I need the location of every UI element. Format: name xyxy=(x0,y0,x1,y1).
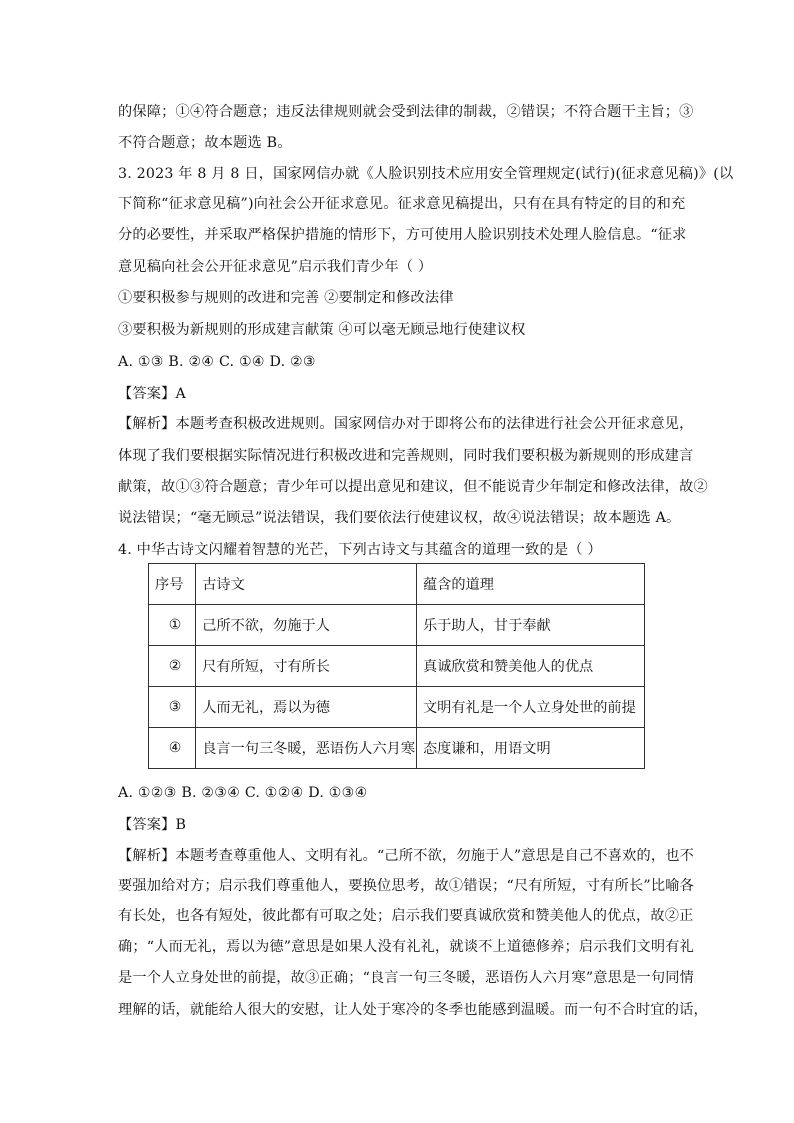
table-cell: ② xyxy=(149,646,196,687)
question-3-option-line: ③要积极为新规则的形成建言献策 ④可以毫无顾忌地行使建议权 xyxy=(118,322,526,338)
table-cell: 良言一句三冬暖，恶语伤人六月寒 xyxy=(196,728,417,769)
table-header-cell: 古诗文 xyxy=(196,564,417,605)
table-header-row xyxy=(149,564,645,605)
question-4-analysis-line: 【解析】本题考查尊重他人、文明有礼。“己所不欲，勿施于人”意思是自己不喜欢的，也不 xyxy=(118,848,695,864)
table-header-cell: 蕴含的道理 xyxy=(416,564,644,605)
question-4-answer: 【答案】B xyxy=(118,817,187,833)
table-row xyxy=(149,646,645,687)
table-cell: 尺有所短，寸有所长 xyxy=(196,646,417,687)
table-cell: 人而无礼，焉以为德 xyxy=(196,687,417,728)
question-3-stem-line: 下简称“征求意见稿”)向社会公开征求意见。征求意见稿提出，只有在具有特定的目的和充 xyxy=(118,196,686,212)
table-cell: ① xyxy=(149,605,196,646)
question-4-analysis-line: 有长处，也各有短处，彼此都有可取之处；启示我们要真诚欣赏和赞美他人的优点，故②正 xyxy=(118,908,694,924)
question-4-analysis-line: 要强加给对方；启示我们尊重他人，要换位思考，故①错误；“尺有所短，寸有所长”比喻各 xyxy=(118,878,695,894)
table-row xyxy=(149,728,645,769)
table-row xyxy=(149,605,645,646)
table-row xyxy=(149,687,645,728)
question-4-analysis-line: 确；“人而无礼，焉以为德”意思是如果人没有礼礼，就谈不上道德修养；启示我们文明有礼 xyxy=(118,939,695,955)
question-3-stem-line: 意见稿向社会公开征求意见”启示我们青少年（ ） xyxy=(118,259,433,275)
question-3-option-line: ①要积极参与规则的改进和完善 ②要制定和修改法律 xyxy=(118,290,454,306)
table-cell: 态度谦和，用语文明 xyxy=(416,728,644,769)
question-3-stem-line: 分的必要性，并采取严格保护措施的情形下，方可使用人脸识别技术处理人脸信息。“征求 xyxy=(118,227,687,243)
question-4-analysis-line: 是一个人立身处世的前提，故③正确；“良言一句三冬暖，恶语伤人六月寒”意思是一句同情 xyxy=(118,970,695,986)
paragraph-line: 不符合题意；故本题选 B。 xyxy=(118,135,292,151)
table-header-cell: 序号 xyxy=(149,564,196,605)
question-4-stem: 4. 中华古诗文闪耀着智慧的光芒，下列古诗文与其蕴含的道理一致的是（ ） xyxy=(118,542,602,558)
table-cell: ③ xyxy=(149,687,196,728)
table-cell: 乐于助人，甘于奉献 xyxy=(416,605,644,646)
question-4-choices: A. ①②③ B. ②③④ C. ①②④ D. ①③④ xyxy=(118,785,368,801)
table-cell: ④ xyxy=(149,728,196,769)
question-3-analysis-line: 献策，故①③符合题意；青少年可以提出意见和建议，但不能说青少年制定和修改法律，故② xyxy=(118,479,708,495)
question-3-analysis-line: 体现了我们要根据实际情况进行积极改进和完善规则，同时我们要积极为新规则的形成建言 xyxy=(118,448,694,464)
question-4-analysis-line: 理解的话，就能给人很大的安慰，让人处于寒冷的冬季也能感到温暖。而一句不合时宜的话， xyxy=(118,1002,708,1018)
question-3-answer: 【答案】A xyxy=(118,386,186,402)
paragraph-line: 的保障；①④符合题意；违反法律规则就会受到法律的制裁，②错误；不符合题干主旨；③ xyxy=(118,104,694,120)
table-cell: 己所不欲，勿施于人 xyxy=(196,605,417,646)
table-cell: 文明有礼是一个人立身处世的前提 xyxy=(416,687,644,728)
poetry-table xyxy=(148,563,645,769)
question-3-analysis-line: 说法错误；“毫无顾忌”说法错误，我们要依法行使建议权，故④说法错误；故本题选 A。 xyxy=(118,510,681,526)
question-3-analysis-line: 【解析】本题考查积极改进规则。国家网信办对于即将公布的法律进行社会公开征求意见， xyxy=(118,416,694,432)
question-3-choices: A. ①③ B. ②④ C. ①④ D. ②③ xyxy=(118,354,316,370)
question-3-stem-line: 3. 2023 年 8 月 8 日，国家网信办就《人脸识别技术应用安全管理规定(试行)(征求意见稿)》(以 xyxy=(118,166,734,182)
table-cell: 真诚欣赏和赞美他人的优点 xyxy=(416,646,644,687)
